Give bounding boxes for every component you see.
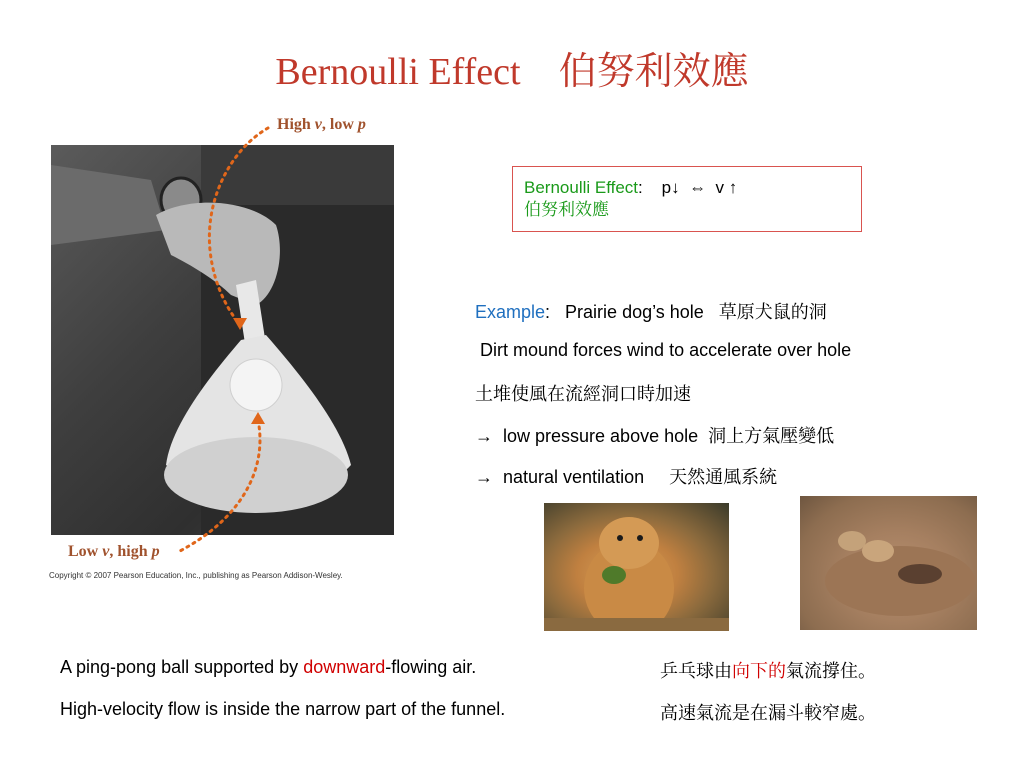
- example-line: [475, 298, 827, 324]
- background-top: [201, 145, 394, 205]
- funnel-photo: [51, 145, 394, 535]
- high-v-low-p-label: High v, low p: [277, 116, 366, 133]
- caption-english-1: [60, 657, 476, 678]
- example-colon: :: [545, 302, 551, 322]
- dog-eye: [617, 535, 623, 541]
- dog-eye: [637, 535, 643, 541]
- prairie-dog-photo-1: [544, 503, 729, 631]
- caption-text: 氣流撐住。: [786, 661, 876, 681]
- caption-chinese-2: 高速氣流是在漏斗較窄處。: [660, 703, 876, 723]
- bernoulli-relation: p↓ ⇔ v ↑: [661, 178, 738, 197]
- dirt-mound: [825, 546, 975, 616]
- bullet-natural-ventilation: [475, 463, 777, 489]
- caption-text: -flowing air.: [385, 657, 477, 677]
- ping-pong-ball: [230, 359, 282, 411]
- sleeve: [51, 165, 166, 245]
- chinese-explanation-line: 土堆使風在流經洞口時加速: [475, 384, 691, 404]
- bernoulli-term: Bernoulli Effect: [524, 178, 639, 197]
- caption-highlight: downward: [303, 657, 386, 677]
- slide-title: Bernoulli Effect 伯努利效應: [275, 51, 749, 93]
- bullet-text: low pressure above hole 洞上方氣壓變低: [493, 426, 835, 446]
- right-arrow-icon: →: [475, 426, 493, 446]
- dog-small: [862, 540, 894, 562]
- dirt-mound-line: Dirt mound forces wind to accelerate over hole: [475, 340, 852, 360]
- dog-head: [599, 517, 659, 569]
- bullet-text: natural ventilation 天然通風系統: [493, 467, 778, 487]
- prairie-dog-illustration: [544, 503, 729, 631]
- burrow-hole: [898, 564, 942, 584]
- caption-text: 乒乓球由: [660, 661, 732, 681]
- right-arrow-icon: →: [475, 467, 493, 487]
- caption-english-2: High-velocity flow is inside the narrow part of the funnel.: [60, 699, 506, 719]
- copyright-text: Copyright © 2007 Pearson Education, Inc., publishing as Pearson Addison-Wesley.: [49, 571, 343, 580]
- bernoulli-relation-line: [524, 177, 861, 199]
- prairie-dog-mound-illustration: [800, 496, 977, 630]
- example-text: Prairie dog’s hole 草原犬鼠的洞: [550, 302, 827, 322]
- caption-highlight: 向下的: [732, 661, 786, 681]
- prairie-dog-photo-2: [800, 496, 977, 630]
- funnel-rim: [164, 437, 348, 513]
- caption-chinese-1: [660, 657, 876, 683]
- bernoulli-colon: :: [638, 178, 643, 197]
- dog-small: [838, 531, 866, 551]
- low-v-high-p-label: Low v, high p: [68, 543, 160, 560]
- leaf: [602, 566, 626, 584]
- funnel-illustration: [51, 145, 394, 535]
- bullet-low-pressure: [475, 422, 834, 448]
- caption-text: A ping-pong ball supported by: [60, 657, 304, 677]
- bernoulli-box: [512, 166, 862, 232]
- bernoulli-chinese: 伯努利效應: [524, 200, 609, 219]
- ground: [544, 618, 729, 631]
- example-label: Example: [475, 302, 546, 322]
